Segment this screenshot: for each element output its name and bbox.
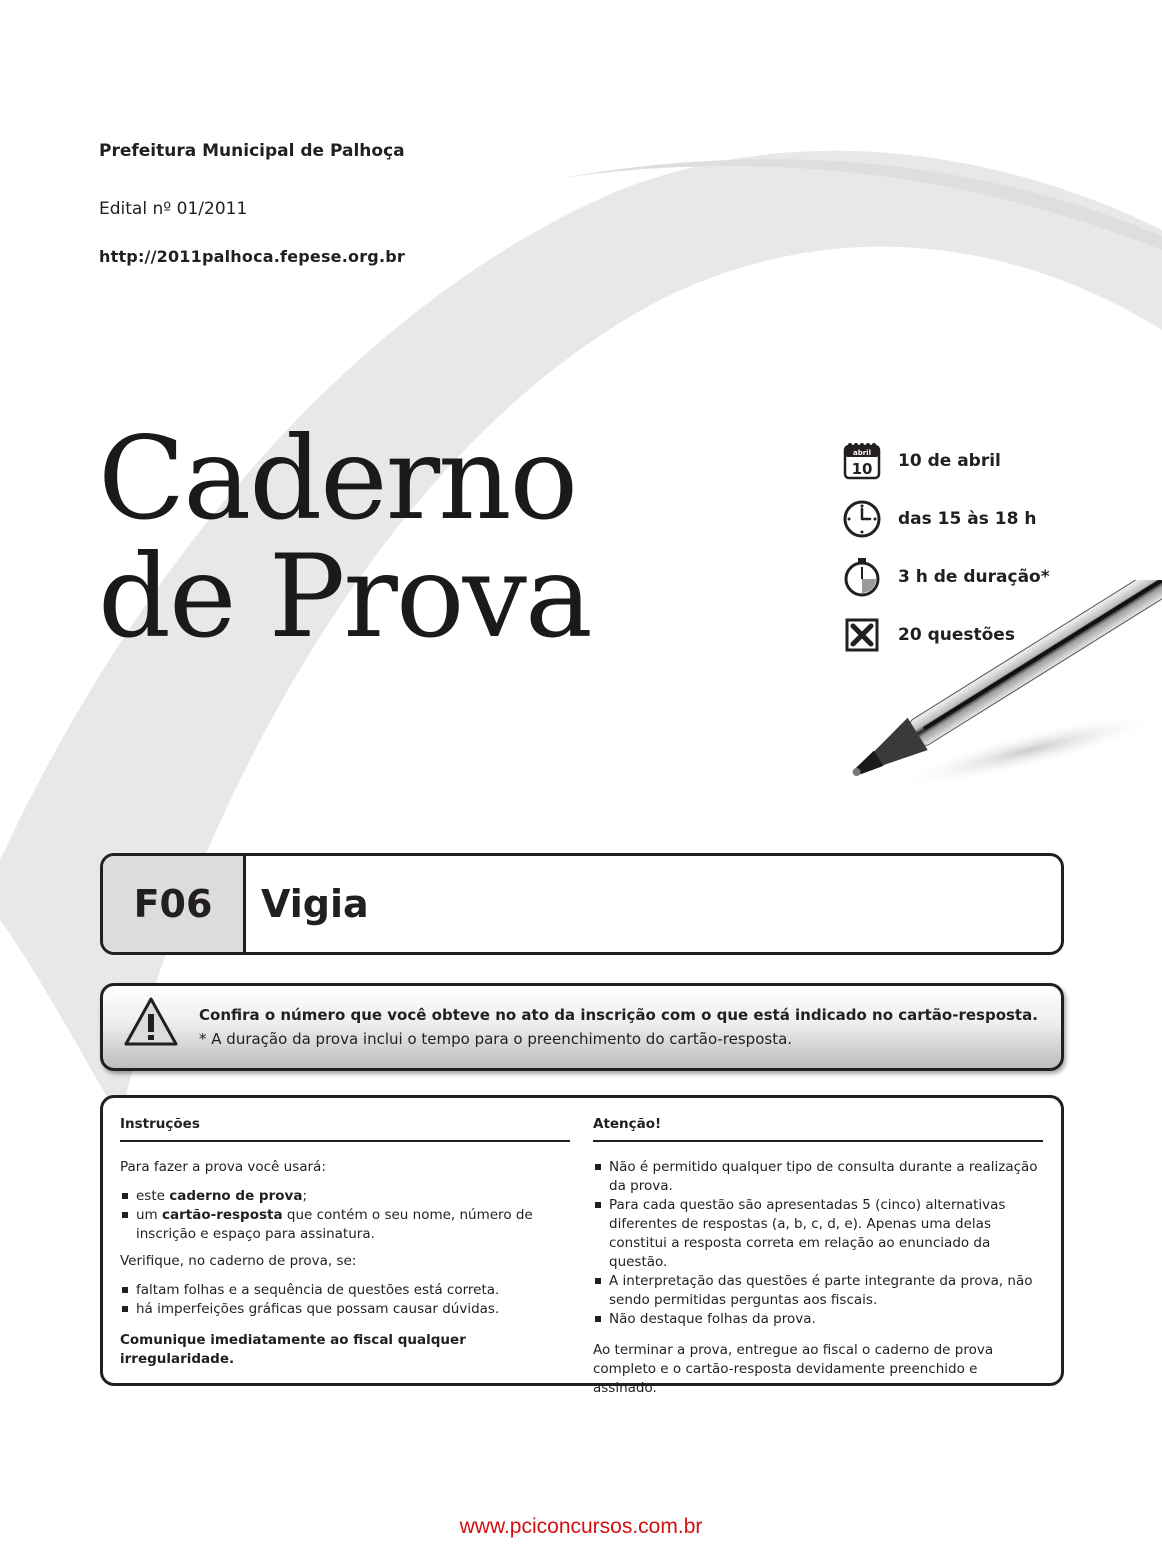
attention-heading: Atenção! (593, 1116, 1043, 1142)
exam-date: 10 de abril (898, 451, 1001, 471)
exam-date-row (842, 432, 1050, 490)
instructions-list (120, 1187, 570, 1244)
instructions-heading: Instruções (120, 1116, 570, 1142)
list-item: faltam folhas e a sequência de questões está correta. (120, 1281, 570, 1300)
attention-column (593, 1116, 1043, 1398)
calendar-month: abril (853, 449, 871, 457)
website-url[interactable]: http://2011palhoca.fepese.org.br (99, 247, 405, 266)
list-item: Não destaque folhas da prova. (593, 1310, 1043, 1329)
exam-questions: 20 questões (898, 625, 1015, 645)
title-line-1: Caderno (98, 412, 577, 545)
footer-site[interactable]: www.pciconcursos.com.br (459, 1515, 703, 1538)
warning-line-2: * A duração da prova inclui o tempo para o preenchimento do cartão-resposta. (199, 1030, 793, 1048)
title-line-2: de Prova (98, 530, 591, 663)
list-item: Não é permitido qualquer tipo de consulta durante a realização da prova. (593, 1158, 1043, 1196)
exam-time: das 15 às 18 h (898, 509, 1037, 529)
instructions-intro: Para fazer a prova você usará: (120, 1159, 326, 1175)
pen-illustration (830, 580, 1162, 800)
list-item: Para cada questão são apresentadas 5 (cinco) alternativas diferentes de respostas (a, b, c, d, e). Apenas uma delas constitui a resposta correta em relação ao enunciado da questão. (593, 1196, 1043, 1272)
position-box (100, 853, 1064, 955)
instructions-column (120, 1116, 570, 1369)
verify-list (120, 1281, 570, 1319)
position-name: Vigia (261, 882, 369, 926)
edital-number: Edital nº 01/2011 (99, 199, 248, 219)
instructions-final: Comunique imediatamente ao fiscal qualquer irregularidade. (120, 1332, 466, 1367)
calendar-day: 10 (851, 460, 873, 478)
verify-intro: Verifique, no caderno de prova, se: (120, 1253, 357, 1269)
clock-icon (842, 499, 882, 539)
attention-after: Ao terminar a prova, entregue ao fiscal o caderno de prova completo e o cartão-resposta devidamente preenchido e assinado. (593, 1342, 994, 1396)
calendar-icon (842, 441, 882, 481)
instructions-box (100, 1095, 1064, 1396)
exam-time-row (842, 490, 1050, 548)
organization-name: Prefeitura Municipal de Palhoça (99, 141, 405, 161)
warning-line-1: Confira o número que você obteve no ato da inscrição com o que está indicado no cartão-resposta. (199, 1006, 1038, 1024)
list-item: este caderno de prova; (120, 1187, 570, 1206)
warning-icon (123, 996, 179, 1048)
list-item: A interpretação das questões é parte integrante da prova, não sendo permitidas perguntas aos fiscais. (593, 1272, 1043, 1310)
list-item: há imperfeições gráficas que possam causar dúvidas. (120, 1300, 570, 1319)
attention-list (593, 1158, 1043, 1329)
page-title (98, 412, 591, 663)
list-item: um cartão-resposta que contém o seu nome, número de inscrição e espaço para assinatura. (120, 1206, 570, 1244)
exam-duration: 3 h de duração* (898, 567, 1050, 587)
position-code: F06 (103, 856, 246, 952)
warning-box (100, 983, 1064, 1071)
